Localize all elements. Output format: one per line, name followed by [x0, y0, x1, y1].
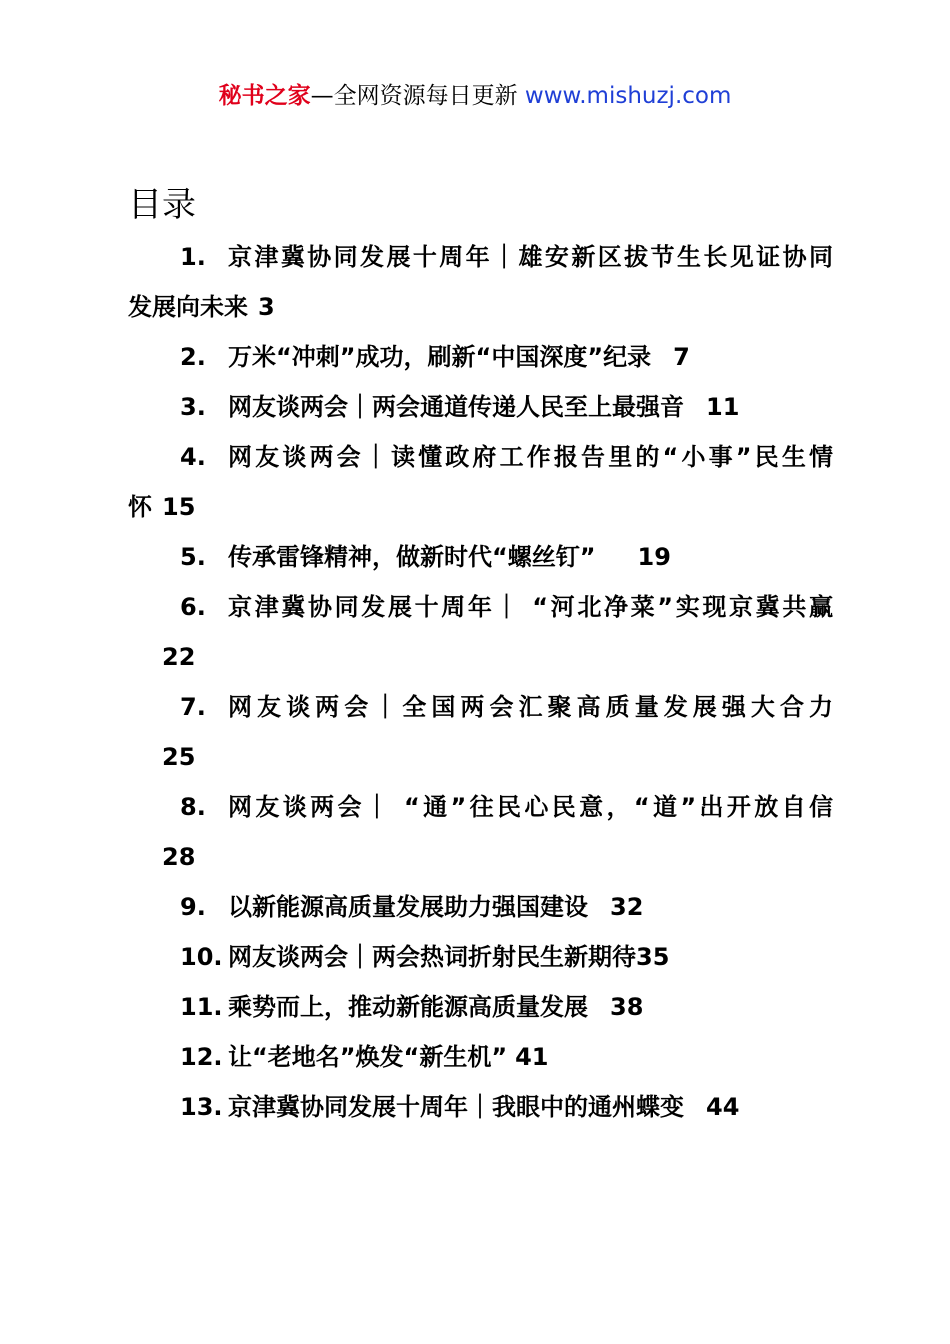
- toc-entry[interactable]: [128, 382, 833, 432]
- toc-entry-title: 网友谈两会｜两会热词折射民生新期待: [228, 943, 636, 971]
- toc-entry-title: 网友谈两会｜两会通道传递人民至上最强音: [228, 393, 684, 421]
- toc-entry[interactable]: [128, 532, 833, 582]
- toc-entry-title: 网友谈两会｜读懂政府工作报告里的“小事”民生情: [228, 443, 833, 471]
- toc-entry-page: 41: [515, 1043, 549, 1071]
- toc-entry-page: 25: [162, 743, 196, 771]
- toc-entry-title-cont: 怀: [128, 493, 152, 521]
- toc-entry[interactable]: [128, 582, 833, 682]
- toc-entry[interactable]: [128, 232, 833, 332]
- toc-entry-page: 11: [706, 393, 740, 421]
- toc-entry[interactable]: [128, 932, 833, 982]
- toc-entry[interactable]: [128, 1082, 833, 1132]
- toc-entry-title: 万米“冲刺”成功，刷新“中国深度”纪录: [228, 343, 652, 371]
- toc-entry-title: 乘势而上，推动新能源高质量发展: [228, 993, 588, 1021]
- toc-entry-number: 4.: [180, 443, 206, 471]
- toc-entry-page: 38: [610, 993, 644, 1021]
- toc-entry-page: 3: [258, 293, 275, 321]
- toc-entry-page: 44: [706, 1093, 740, 1121]
- toc-entry[interactable]: [128, 432, 833, 532]
- toc-entry-page: 32: [610, 893, 644, 921]
- table-of-contents: [128, 232, 833, 1132]
- toc-entry-title: 以新能源高质量发展助力强国建设: [228, 893, 588, 921]
- toc-entry-number: 3.: [180, 393, 206, 421]
- toc-title: 目录: [128, 185, 196, 225]
- toc-entry[interactable]: [128, 982, 833, 1032]
- toc-entry-title: 京津冀协同发展十周年｜ “河北净菜”实现京冀共赢: [228, 593, 833, 621]
- toc-entry[interactable]: [128, 332, 833, 382]
- site-header: [0, 80, 950, 112]
- toc-entry-title: 京津冀协同发展十周年｜我眼中的通州蝶变: [228, 1093, 684, 1121]
- toc-entry-page: 35: [636, 943, 670, 971]
- toc-entry-number: 1.: [180, 243, 206, 271]
- toc-entry-number: 6.: [180, 593, 206, 621]
- toc-entry-title: 网友谈两会｜全国两会汇聚高质量发展强大合力: [228, 693, 833, 721]
- toc-entry-number: 7.: [180, 693, 206, 721]
- site-url-link[interactable]: www.mishuzj.com: [524, 83, 732, 109]
- toc-entry[interactable]: [128, 782, 833, 882]
- toc-entry-title: 传承雷锋精神，做新时代“螺丝钉”: [228, 543, 596, 571]
- toc-entry-number: 13.: [180, 1093, 223, 1121]
- toc-entry-number: 5.: [180, 543, 206, 571]
- toc-entry-page: 7: [673, 343, 690, 371]
- toc-entry[interactable]: [128, 882, 833, 932]
- toc-entry-page: 28: [162, 843, 196, 871]
- toc-entry-number: 9.: [180, 893, 206, 921]
- toc-entry-title: 京津冀协同发展十周年｜雄安新区拔节生长见证协同: [228, 243, 833, 271]
- toc-entry-title: 让“老地名”焕发“新生机”: [228, 1043, 508, 1071]
- toc-entry[interactable]: [128, 1032, 833, 1082]
- toc-entry-page: 15: [162, 493, 196, 521]
- toc-entry[interactable]: [128, 682, 833, 782]
- toc-entry-number: 11.: [180, 993, 223, 1021]
- toc-entry-title-cont: 发展向未来: [128, 293, 248, 321]
- brand-name: 秘书之家: [218, 83, 311, 109]
- toc-entry-number: 12.: [180, 1043, 223, 1071]
- toc-entry-page: 22: [162, 643, 196, 671]
- toc-entry-title: 网友谈两会｜ “通”往民心民意，“道”出开放自信: [228, 793, 833, 821]
- header-tagline: —全网资源每日更新: [310, 83, 518, 109]
- toc-entry-number: 8.: [180, 793, 206, 821]
- toc-entry-page: 19: [637, 543, 671, 571]
- toc-entry-number: 2.: [180, 343, 206, 371]
- toc-entry-number: 10.: [180, 943, 223, 971]
